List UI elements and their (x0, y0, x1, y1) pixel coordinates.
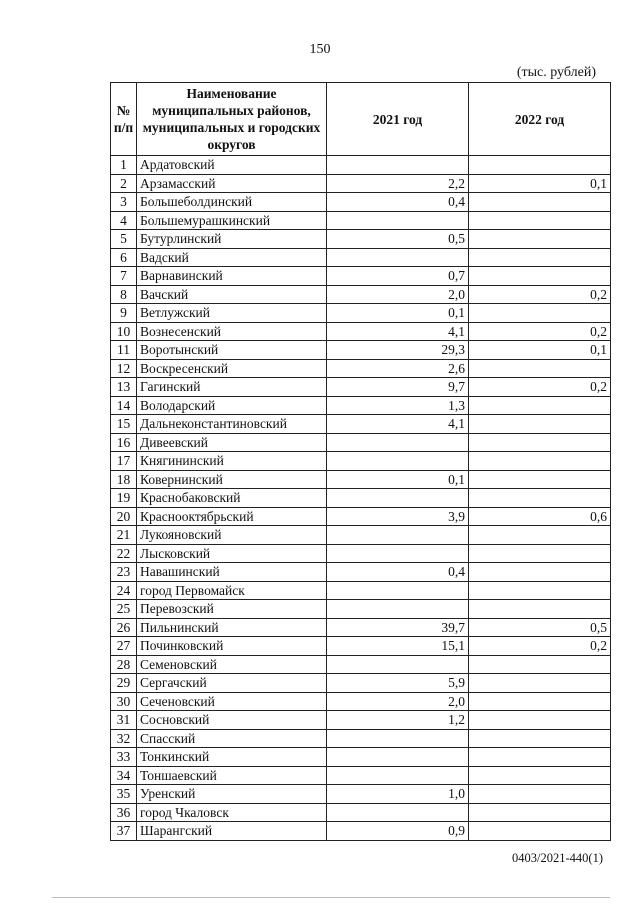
value-2022 (469, 248, 611, 267)
table-row (111, 230, 611, 249)
table-row (111, 748, 611, 767)
row-number: 30 (111, 692, 137, 711)
value-2021: 9,7 (327, 378, 469, 397)
district-name: Шарангский (137, 822, 327, 841)
table-row (111, 785, 611, 804)
district-name: Воскресенский (137, 359, 327, 378)
value-2022 (469, 359, 611, 378)
district-name: Сосновский (137, 711, 327, 730)
table-row (111, 415, 611, 434)
row-number: 14 (111, 396, 137, 415)
value-2021 (327, 526, 469, 545)
value-2022 (469, 674, 611, 693)
table-row (111, 452, 611, 471)
district-name: Тоншаевский (137, 766, 327, 785)
bottom-rule (52, 897, 610, 898)
row-number: 4 (111, 211, 137, 230)
district-name: Вознесенский (137, 322, 327, 341)
row-number: 17 (111, 452, 137, 471)
district-name: Сергачский (137, 674, 327, 693)
value-2022 (469, 655, 611, 674)
value-2022 (469, 489, 611, 508)
row-number: 19 (111, 489, 137, 508)
document-code: 0403/2021-440(1) (512, 851, 603, 865)
value-2022 (469, 600, 611, 619)
value-2021 (327, 211, 469, 230)
row-number: 18 (111, 470, 137, 489)
district-name: Большемурашкинский (137, 211, 327, 230)
district-name: Дальнеконстантиновский (137, 415, 327, 434)
value-2022: 0,1 (469, 174, 611, 193)
district-name: Володарский (137, 396, 327, 415)
district-name: Вадский (137, 248, 327, 267)
value-2021 (327, 489, 469, 508)
district-name: Воротынский (137, 341, 327, 360)
value-2022: 0,2 (469, 378, 611, 397)
row-number: 26 (111, 618, 137, 637)
district-name: Ардатовский (137, 156, 327, 175)
row-number: 29 (111, 674, 137, 693)
table-row (111, 544, 611, 563)
value-2022: 0,2 (469, 637, 611, 656)
value-2021: 0,7 (327, 267, 469, 286)
header-2022: 2022 год (469, 83, 611, 156)
value-2021: 0,1 (327, 470, 469, 489)
district-name: Гагинский (137, 378, 327, 397)
district-name: Ветлужский (137, 304, 327, 323)
row-number: 3 (111, 193, 137, 212)
district-name: город Первомайск (137, 581, 327, 600)
value-2021 (327, 729, 469, 748)
value-2021: 0,9 (327, 822, 469, 841)
table-row (111, 711, 611, 730)
value-2022 (469, 211, 611, 230)
district-name: Семеновский (137, 655, 327, 674)
value-2022 (469, 785, 611, 804)
value-2021 (327, 748, 469, 767)
value-2022 (469, 526, 611, 545)
value-2021 (327, 156, 469, 175)
row-number: 27 (111, 637, 137, 656)
value-2022: 0,6 (469, 507, 611, 526)
value-2021 (327, 544, 469, 563)
value-2021 (327, 248, 469, 267)
value-2021: 1,0 (327, 785, 469, 804)
table-row (111, 285, 611, 304)
table-row (111, 563, 611, 582)
value-2022 (469, 452, 611, 471)
district-name: Спасский (137, 729, 327, 748)
row-number: 35 (111, 785, 137, 804)
value-2021: 5,9 (327, 674, 469, 693)
table-row (111, 470, 611, 489)
table-row (111, 322, 611, 341)
table-header (111, 83, 611, 156)
row-number: 16 (111, 433, 137, 452)
value-2021 (327, 433, 469, 452)
district-name: город Чкаловск (137, 803, 327, 822)
row-number: 15 (111, 415, 137, 434)
table-row (111, 211, 611, 230)
table-row (111, 803, 611, 822)
row-number: 7 (111, 267, 137, 286)
table-row (111, 581, 611, 600)
row-number: 21 (111, 526, 137, 545)
table-row (111, 600, 611, 619)
value-2022: 0,2 (469, 285, 611, 304)
value-2022 (469, 267, 611, 286)
value-2021: 0,4 (327, 193, 469, 212)
value-2022 (469, 156, 611, 175)
value-2021: 0,4 (327, 563, 469, 582)
value-2022: 0,5 (469, 618, 611, 637)
district-name: Краснобаковский (137, 489, 327, 508)
value-2021: 0,1 (327, 304, 469, 323)
row-number: 11 (111, 341, 137, 360)
table-row (111, 193, 611, 212)
header-row (111, 83, 611, 156)
value-2022 (469, 729, 611, 748)
row-number: 8 (111, 285, 137, 304)
value-2022 (469, 415, 611, 434)
value-2021: 3,9 (327, 507, 469, 526)
value-2022: 0,2 (469, 322, 611, 341)
row-number: 36 (111, 803, 137, 822)
value-2021: 2,0 (327, 285, 469, 304)
value-2022 (469, 563, 611, 582)
budget-table (110, 82, 611, 841)
row-number: 23 (111, 563, 137, 582)
table-row (111, 618, 611, 637)
district-name: Лысковский (137, 544, 327, 563)
value-2021: 4,1 (327, 415, 469, 434)
row-number: 2 (111, 174, 137, 193)
value-2022 (469, 822, 611, 841)
value-2021 (327, 600, 469, 619)
header-num: № п/п (111, 83, 137, 156)
value-2021: 2,6 (327, 359, 469, 378)
value-2022 (469, 230, 611, 249)
value-2022 (469, 396, 611, 415)
value-2022 (469, 711, 611, 730)
district-name: Варнавинский (137, 267, 327, 286)
value-2022 (469, 470, 611, 489)
district-name: Перевозский (137, 600, 327, 619)
district-name: Бутурлинский (137, 230, 327, 249)
value-2022 (469, 544, 611, 563)
value-2022 (469, 748, 611, 767)
row-number: 1 (111, 156, 137, 175)
row-number: 34 (111, 766, 137, 785)
value-2021 (327, 766, 469, 785)
district-name: Большеболдинский (137, 193, 327, 212)
district-name: Лукояновский (137, 526, 327, 545)
row-number: 33 (111, 748, 137, 767)
table-row (111, 822, 611, 841)
value-2022 (469, 692, 611, 711)
row-number: 5 (111, 230, 137, 249)
value-2022 (469, 766, 611, 785)
value-2021: 1,3 (327, 396, 469, 415)
district-name: Сеченовский (137, 692, 327, 711)
table-row (111, 655, 611, 674)
value-2022 (469, 193, 611, 212)
value-2022 (469, 304, 611, 323)
row-number: 6 (111, 248, 137, 267)
value-2021 (327, 803, 469, 822)
value-2021 (327, 581, 469, 600)
table-row (111, 359, 611, 378)
table-row (111, 674, 611, 693)
district-name: Тонкинский (137, 748, 327, 767)
table-body (111, 156, 611, 841)
value-2021: 0,5 (327, 230, 469, 249)
table-row (111, 692, 611, 711)
table-row (111, 267, 611, 286)
district-name: Починковский (137, 637, 327, 656)
table-row (111, 507, 611, 526)
value-2021 (327, 655, 469, 674)
value-2021: 4,1 (327, 322, 469, 341)
row-number: 28 (111, 655, 137, 674)
header-name: Наименование муниципальных районов, муниципальных и городских округов (137, 83, 327, 156)
value-2021: 1,2 (327, 711, 469, 730)
row-number: 13 (111, 378, 137, 397)
table-row (111, 378, 611, 397)
row-number: 32 (111, 729, 137, 748)
table-row (111, 729, 611, 748)
table-row (111, 174, 611, 193)
table-row (111, 248, 611, 267)
district-name: Ковернинский (137, 470, 327, 489)
row-number: 22 (111, 544, 137, 563)
table-row (111, 304, 611, 323)
value-2021 (327, 452, 469, 471)
district-name: Краснооктябрьский (137, 507, 327, 526)
row-number: 10 (111, 322, 137, 341)
value-2022 (469, 433, 611, 452)
value-2021: 29,3 (327, 341, 469, 360)
district-name: Пильнинский (137, 618, 327, 637)
district-name: Вачский (137, 285, 327, 304)
district-name: Княгининский (137, 452, 327, 471)
table-row (111, 526, 611, 545)
value-2022: 0,1 (469, 341, 611, 360)
row-number: 25 (111, 600, 137, 619)
row-number: 12 (111, 359, 137, 378)
table-row (111, 489, 611, 508)
value-2021: 39,7 (327, 618, 469, 637)
row-number: 24 (111, 581, 137, 600)
value-2021: 2,2 (327, 174, 469, 193)
value-2021: 2,0 (327, 692, 469, 711)
district-name: Уренский (137, 785, 327, 804)
table-row (111, 341, 611, 360)
table-row (111, 766, 611, 785)
row-number: 9 (111, 304, 137, 323)
table-row (111, 156, 611, 175)
table-row (111, 433, 611, 452)
value-2022 (469, 581, 611, 600)
table-row (111, 637, 611, 656)
value-2022 (469, 803, 611, 822)
value-2021: 15,1 (327, 637, 469, 656)
district-name: Навашинский (137, 563, 327, 582)
row-number: 31 (111, 711, 137, 730)
district-name: Дивеевский (137, 433, 327, 452)
page-number: 150 (309, 42, 331, 57)
header-2021: 2021 год (327, 83, 469, 156)
district-name: Арзамасский (137, 174, 327, 193)
units-label: (тыс. рублей) (516, 65, 596, 80)
row-number: 37 (111, 822, 137, 841)
table-row (111, 396, 611, 415)
row-number: 20 (111, 507, 137, 526)
